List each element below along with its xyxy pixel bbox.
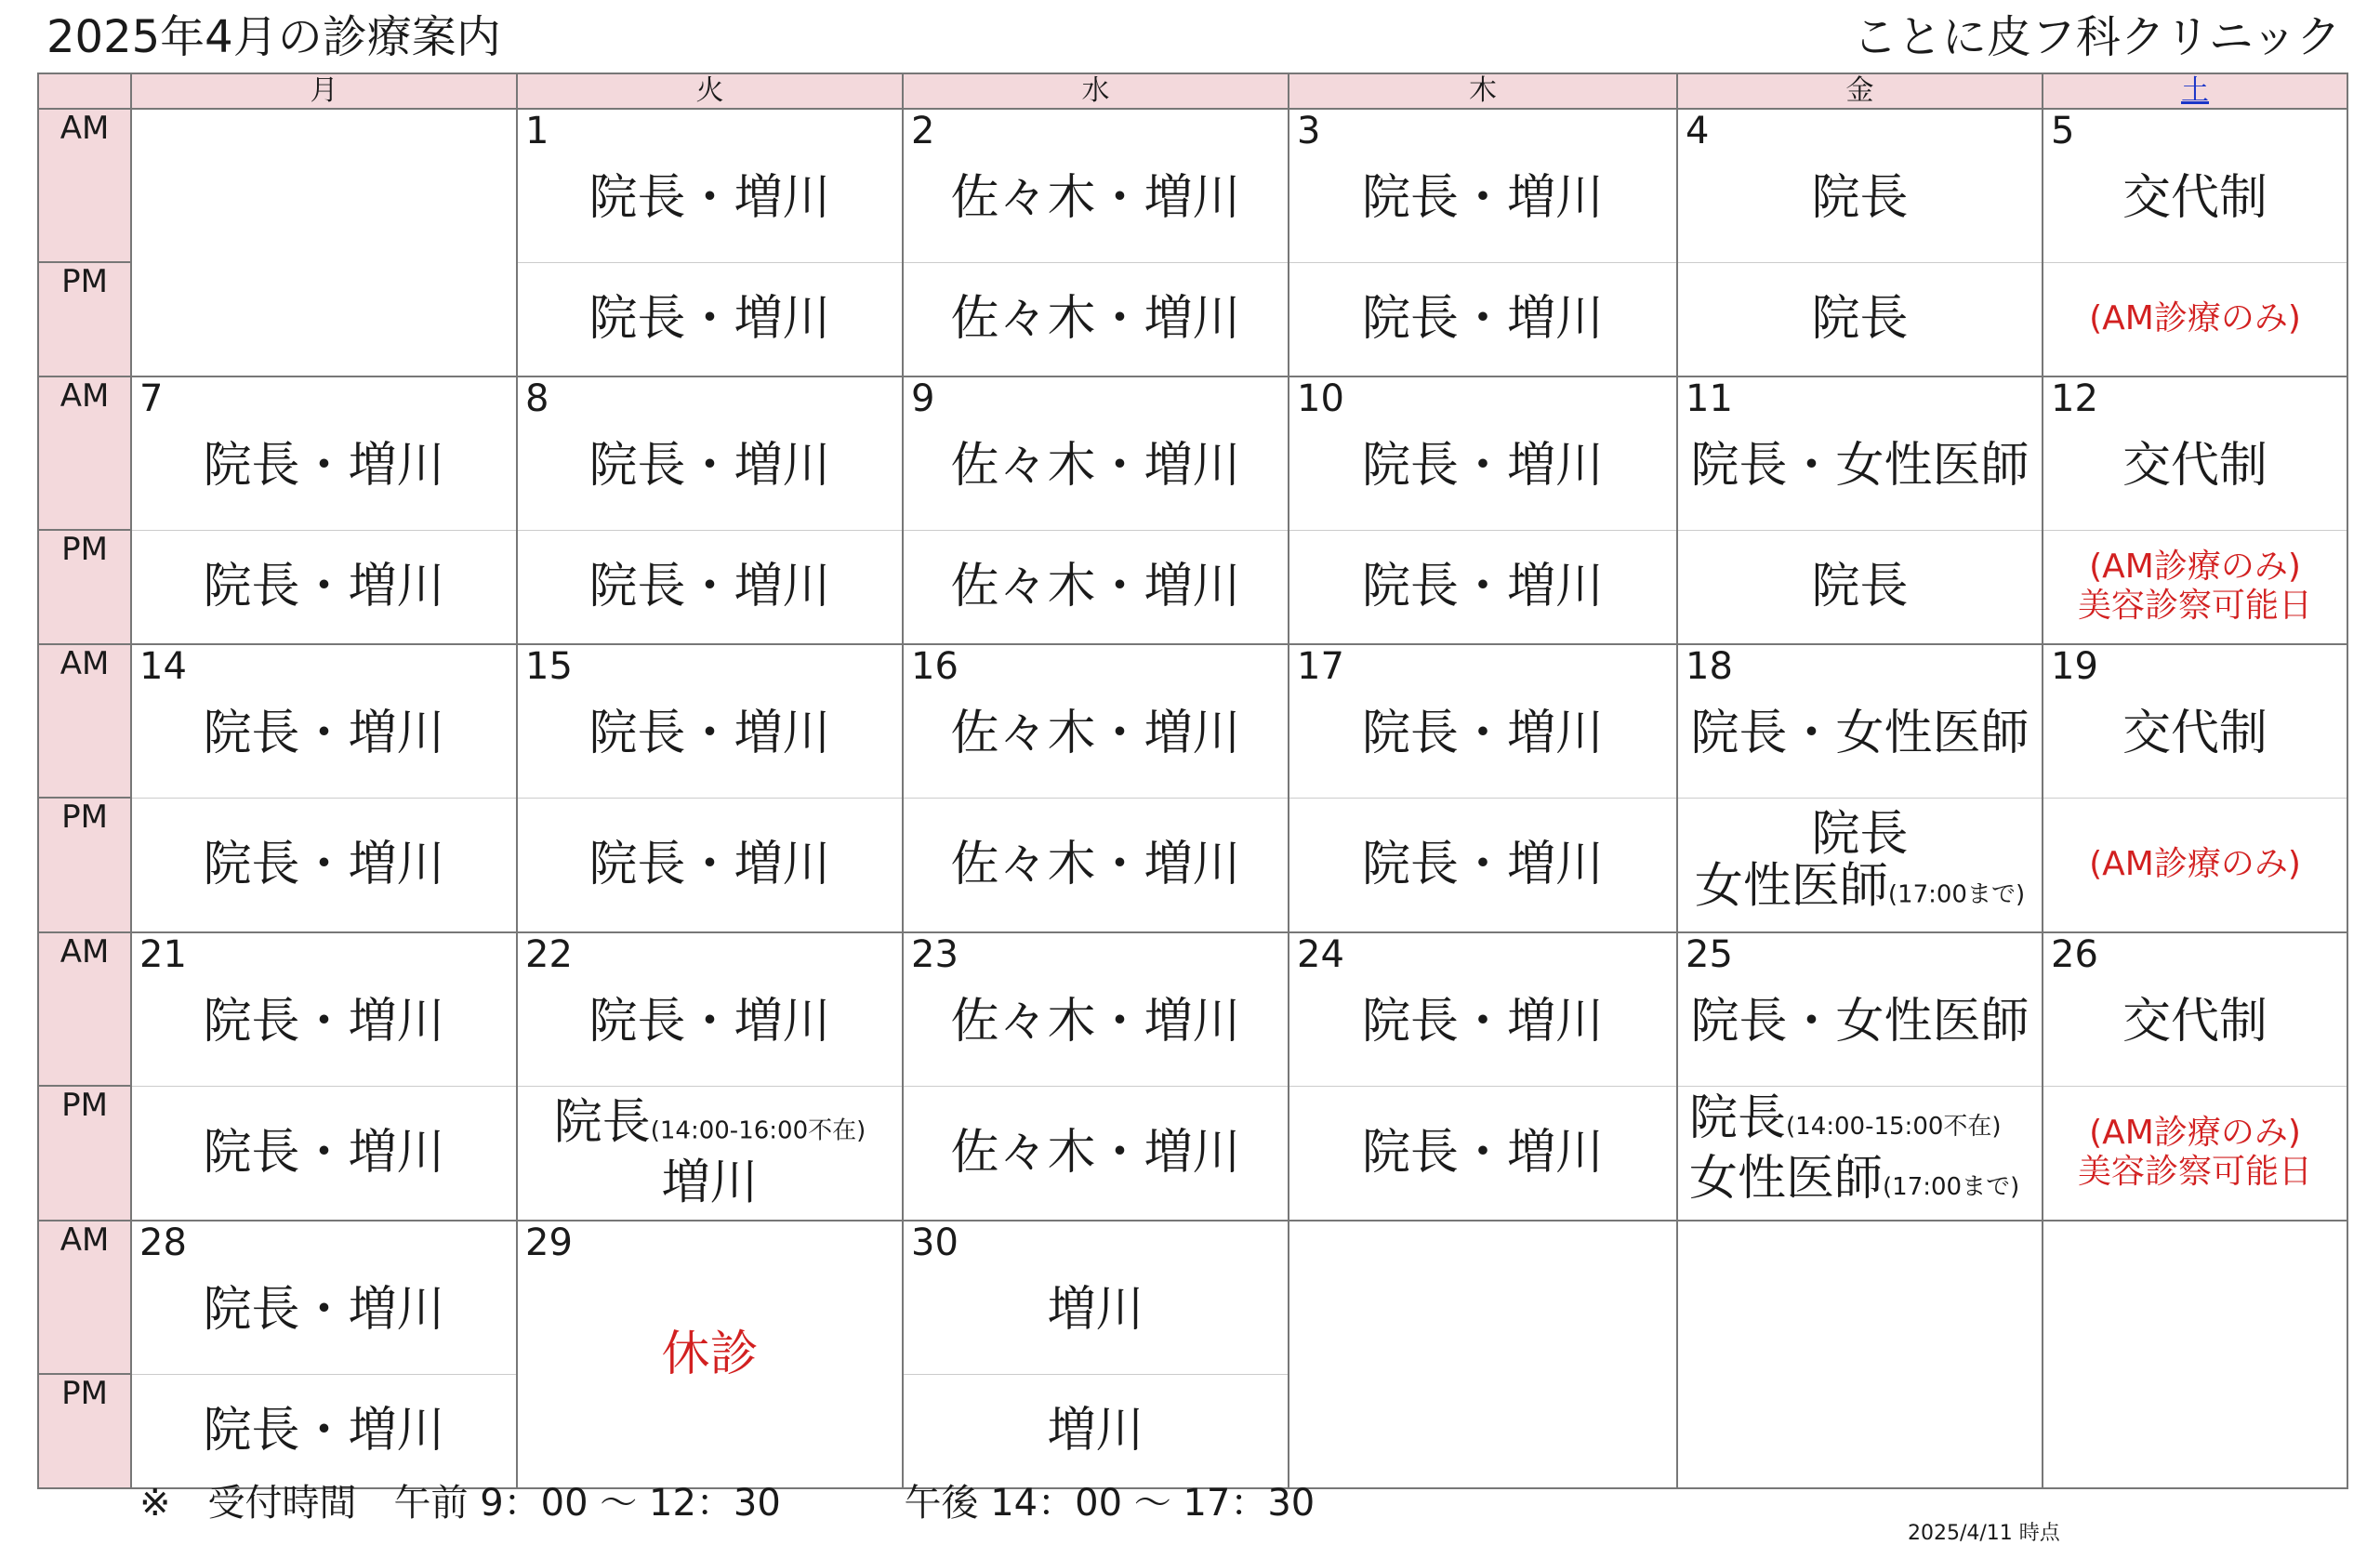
day-cell-pm	[1289, 262, 1677, 376]
doctor-schedule: 佐々木・増川	[950, 705, 1241, 761]
doctor-schedule: 院長・増川	[203, 1281, 445, 1338]
day-cell-empty	[1677, 1221, 2043, 1488]
day-cell-am	[903, 1221, 1289, 1374]
weekday-tue: 火	[517, 73, 903, 109]
day-cell-pm	[903, 1374, 1289, 1488]
cosmetic-consult-note: 美容診察可能日	[2077, 1153, 2312, 1192]
weekday-wed: 水	[903, 73, 1289, 109]
day-cell-am	[1289, 376, 1677, 530]
doctor-schedule: 院長・増川	[1361, 1125, 1604, 1182]
day-cell-pm	[903, 798, 1289, 932]
page-title: 2025年4月の診療案内	[46, 11, 501, 63]
pm-label: PM	[38, 1086, 131, 1221]
date-number: 3	[1297, 110, 1321, 152]
am-label: AM	[38, 644, 131, 798]
am-label: AM	[38, 932, 131, 1086]
date-number: 18	[1686, 645, 1733, 688]
day-cell-pm	[903, 1086, 1289, 1221]
doctor-schedule: 院長	[1811, 169, 1909, 226]
date-number: 19	[2051, 645, 2098, 688]
doctor-name: 院長	[1689, 1090, 1787, 1147]
am-label: AM	[38, 1221, 131, 1374]
day-cell-pm	[1677, 1086, 2043, 1221]
day-cell-am	[1677, 109, 2043, 262]
day-cell-closed	[517, 1221, 903, 1488]
week-2-am-row	[38, 376, 2347, 530]
doctor-schedule: 増川	[1047, 1281, 1144, 1338]
day-cell-am	[1677, 644, 2043, 798]
doctor-name: 院長	[553, 1094, 651, 1151]
time-note: (17:00まで)	[1883, 1173, 2020, 1202]
doctor-schedule: 院長・増川	[1361, 559, 1604, 615]
day-cell-pm	[903, 262, 1289, 376]
doctor-schedule: 佐々木・増川	[950, 1125, 1241, 1182]
day-cell-pm	[517, 1086, 903, 1221]
doctor-schedule: 佐々木・増川	[950, 993, 1241, 1050]
week-3-am-row	[38, 644, 2347, 798]
date-number: 24	[1297, 933, 1344, 976]
doctor-schedule: 院長・増川	[1361, 169, 1604, 226]
doctor-line-with-note	[1678, 858, 2042, 921]
doctor-schedule: 院長・増川	[588, 291, 831, 348]
doctor-schedule: 交代制	[2122, 437, 2268, 494]
date-number: 30	[911, 1221, 959, 1264]
pm-label: PM	[38, 798, 131, 932]
day-cell-pm	[1289, 798, 1677, 932]
doctor-schedule: 交代制	[2122, 705, 2268, 761]
day-cell-pm	[131, 1374, 517, 1488]
day-cell-pm	[1289, 1086, 1677, 1221]
doctor-line-with-note	[518, 1094, 902, 1157]
doctor-schedule: 院長	[1811, 559, 1909, 615]
day-cell-empty	[1289, 1221, 1677, 1488]
day-cell-am	[1289, 644, 1677, 798]
day-cell-pm	[2043, 262, 2347, 376]
day-cell-am	[1677, 932, 2043, 1086]
doctor-schedule: 院長・増川	[203, 1125, 445, 1182]
doctor-schedule: 院長・増川	[203, 1403, 445, 1459]
date-number: 16	[911, 645, 959, 688]
day-cell-am	[1677, 376, 2043, 530]
weekday-mon: 月	[131, 73, 517, 109]
doctor-name: 女性医師	[1689, 1151, 1884, 1208]
day-cell-pm	[517, 262, 903, 376]
pm-label: PM	[38, 530, 131, 644]
doctor-schedule: 佐々木・増川	[950, 837, 1241, 893]
day-cell-pm	[903, 530, 1289, 644]
date-number: 8	[525, 377, 549, 420]
date-number: 1	[525, 110, 549, 152]
day-cell-am	[1289, 109, 1677, 262]
day-cell-am	[2043, 644, 2347, 798]
day-cell-pm	[1677, 798, 2043, 932]
day-cell-am	[517, 109, 903, 262]
day-cell-empty	[131, 109, 517, 376]
day-cell-am	[131, 376, 517, 530]
doctor-schedule: 交代制	[2122, 169, 2268, 226]
schedule-calendar	[37, 73, 2348, 1489]
closed-label: 休診	[661, 1327, 759, 1382]
time-note: (14:00-15:00不在)	[1786, 1113, 2002, 1142]
doctor-line-with-note	[1689, 1153, 2042, 1213]
doctor-schedule: 院長・増川	[588, 437, 831, 494]
doctor-schedule: 院長・増川	[1361, 291, 1604, 348]
reception-hours-note: ※ 受付時間 午前 9：00 ～ 12：30 午後 14：00 ～ 17：30	[139, 1482, 1316, 1525]
date-number: 22	[525, 933, 573, 976]
am-only-note: (AM診療のみ)	[2089, 845, 2301, 884]
doctor-schedule: 院長・増川	[203, 993, 445, 1050]
pm-label: PM	[38, 1374, 131, 1488]
time-note: (14:00-16:00不在)	[650, 1116, 866, 1145]
day-cell-am	[903, 932, 1289, 1086]
doctor-schedule-multi	[1678, 1092, 2042, 1213]
time-note: (17:00まで)	[1887, 880, 2026, 909]
as-of-date: 2025/4/11 時点	[1908, 1522, 2060, 1545]
saturday-notes	[2043, 1114, 2347, 1192]
am-only-note: (AM診療のみ)	[2089, 548, 2301, 587]
doctor-schedule: 増川	[1047, 1403, 1144, 1459]
doctor-schedule-multi	[518, 1094, 902, 1211]
week-5-am-row	[38, 1221, 2347, 1374]
saturday-notes	[2043, 548, 2347, 626]
am-only-note: (AM診療のみ)	[2089, 299, 2301, 338]
date-number: 7	[139, 377, 164, 420]
doctor-schedule: 院長・増川	[588, 837, 831, 893]
day-cell-am	[517, 376, 903, 530]
week-1-am-row	[38, 109, 2347, 262]
doctor-schedule: 院長・増川	[203, 559, 445, 615]
date-number: 21	[139, 933, 187, 976]
doctor-schedule: 佐々木・増川	[950, 559, 1241, 615]
am-label: AM	[38, 109, 131, 262]
day-cell-am	[131, 644, 517, 798]
day-cell-am	[2043, 109, 2347, 262]
doctor-schedule: 院長・増川	[588, 993, 831, 1050]
day-cell-pm	[2043, 1086, 2347, 1221]
day-cell-pm	[517, 798, 903, 932]
day-cell-am	[2043, 932, 2347, 1086]
day-cell-am	[903, 644, 1289, 798]
date-number: 2	[911, 110, 935, 152]
doctor-schedule: 院長・増川	[1361, 437, 1604, 494]
doctor-line-with-note	[1689, 1092, 2042, 1153]
date-number: 12	[2051, 377, 2098, 420]
doctor-schedule: 院長・増川	[588, 169, 831, 226]
day-cell-am	[2043, 376, 2347, 530]
week-3-pm-row	[38, 798, 2347, 932]
weekday-header-row	[38, 73, 2347, 109]
doctor-line: 院長	[1811, 806, 1909, 863]
doctor-line: 増川	[661, 1155, 759, 1211]
doctor-schedule: 院長・女性医師	[1690, 993, 2030, 1050]
day-cell-am	[131, 932, 517, 1086]
doctor-schedule: 佐々木・増川	[950, 169, 1241, 226]
doctor-schedule: 院長・増川	[203, 705, 445, 761]
date-number: 25	[1686, 933, 1733, 976]
doctor-schedule-multi	[1678, 806, 2042, 921]
date-number: 15	[525, 645, 573, 688]
am-only-note: (AM診療のみ)	[2089, 1114, 2301, 1153]
day-cell-pm	[517, 530, 903, 644]
clinic-name: ことに皮フ科クリニック	[1852, 11, 2341, 63]
day-cell-pm	[131, 798, 517, 932]
doctor-schedule: 院長・増川	[1361, 993, 1604, 1050]
date-number: 11	[1686, 377, 1733, 420]
day-cell-pm	[1677, 262, 2043, 376]
date-number: 28	[139, 1221, 187, 1264]
date-number: 5	[2051, 110, 2075, 152]
cosmetic-consult-note: 美容診察可能日	[2077, 587, 2312, 626]
day-cell-am	[517, 932, 903, 1086]
weekday-thu: 木	[1289, 73, 1677, 109]
day-cell-empty	[2043, 1221, 2347, 1488]
day-cell-am	[1289, 932, 1677, 1086]
date-number: 10	[1297, 377, 1344, 420]
doctor-schedule: 佐々木・増川	[950, 437, 1241, 494]
day-cell-pm	[2043, 530, 2347, 644]
date-number: 26	[2051, 933, 2098, 976]
day-cell-am	[903, 376, 1289, 530]
doctor-schedule: 院長・増川	[1361, 705, 1604, 761]
day-cell-am	[903, 109, 1289, 262]
week-2-pm-row	[38, 530, 2347, 644]
doctor-schedule: 院長	[1811, 291, 1909, 348]
date-number: 9	[911, 377, 935, 420]
pm-label: PM	[38, 262, 131, 376]
day-cell-am	[517, 644, 903, 798]
date-number: 17	[1297, 645, 1344, 688]
weekday-fri: 金	[1677, 73, 2043, 109]
weekday-sat: 土	[2043, 73, 2347, 109]
doctor-schedule: 院長・増川	[203, 837, 445, 893]
date-number: 23	[911, 933, 959, 976]
day-cell-pm	[131, 530, 517, 644]
date-number: 29	[525, 1221, 573, 1264]
week-4-pm-row	[38, 1086, 2347, 1221]
doctor-schedule: 院長・女性医師	[1690, 705, 2030, 761]
week-4-am-row	[38, 932, 2347, 1086]
doctor-schedule: 交代制	[2122, 993, 2268, 1050]
header-corner	[38, 73, 131, 109]
doctor-schedule: 院長・増川	[588, 705, 831, 761]
doctor-name: 女性医師	[1694, 858, 1888, 915]
date-number: 4	[1686, 110, 1710, 152]
doctor-schedule: 院長・増川	[1361, 837, 1604, 893]
doctor-schedule: 院長・増川	[203, 437, 445, 494]
doctor-schedule: 佐々木・増川	[950, 291, 1241, 348]
day-cell-pm	[1289, 530, 1677, 644]
doctor-schedule: 院長・女性医師	[1690, 437, 2030, 494]
doctor-schedule: 院長・増川	[588, 559, 831, 615]
am-label: AM	[38, 376, 131, 530]
day-cell-pm	[2043, 798, 2347, 932]
day-cell-pm	[1677, 530, 2043, 644]
date-number: 14	[139, 645, 187, 688]
day-cell-pm	[131, 1086, 517, 1221]
day-cell-am	[131, 1221, 517, 1374]
